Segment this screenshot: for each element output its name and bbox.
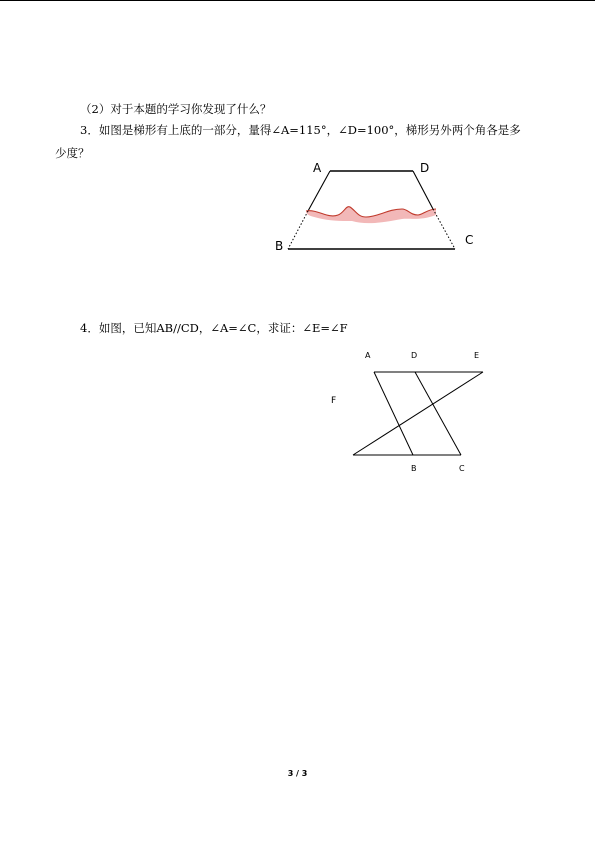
label-f: F <box>331 396 337 406</box>
trapezoid-figure <box>270 155 490 260</box>
side-dc-solid <box>413 171 433 209</box>
question-4-text: 4．如图，已知AB//CD，∠A=∠C，求证：∠E=∠F <box>80 321 348 335</box>
side-dc-dotted <box>433 209 455 249</box>
side-ab-solid <box>308 171 330 211</box>
label-a: A <box>313 161 322 175</box>
segment-ab <box>374 372 413 455</box>
header-rule <box>0 0 595 1</box>
segment-ef <box>353 372 483 455</box>
label-c: C <box>465 233 474 247</box>
label-b: B <box>411 464 417 473</box>
page-number: 3 / 3 <box>287 769 308 778</box>
parallel-lines-figure <box>325 345 495 480</box>
label-b: B <box>275 239 284 253</box>
segment-dc <box>415 372 461 455</box>
side-ab-dotted <box>288 211 308 249</box>
label-d: D <box>411 351 418 360</box>
question-3-line-2: 少度？ <box>55 146 90 160</box>
question-3-line-1: 3．如图是梯形有上底的一部分，量得∠A=115°，∠D=100°，梯形另外两个角各是多 <box>80 123 521 137</box>
label-e: E <box>474 351 480 360</box>
label-d: D <box>420 161 430 175</box>
label-a: A <box>365 351 371 360</box>
question-2-subpart: （2）对于本题的学习你发现了什么？ <box>80 102 272 116</box>
label-c: C <box>459 464 465 473</box>
